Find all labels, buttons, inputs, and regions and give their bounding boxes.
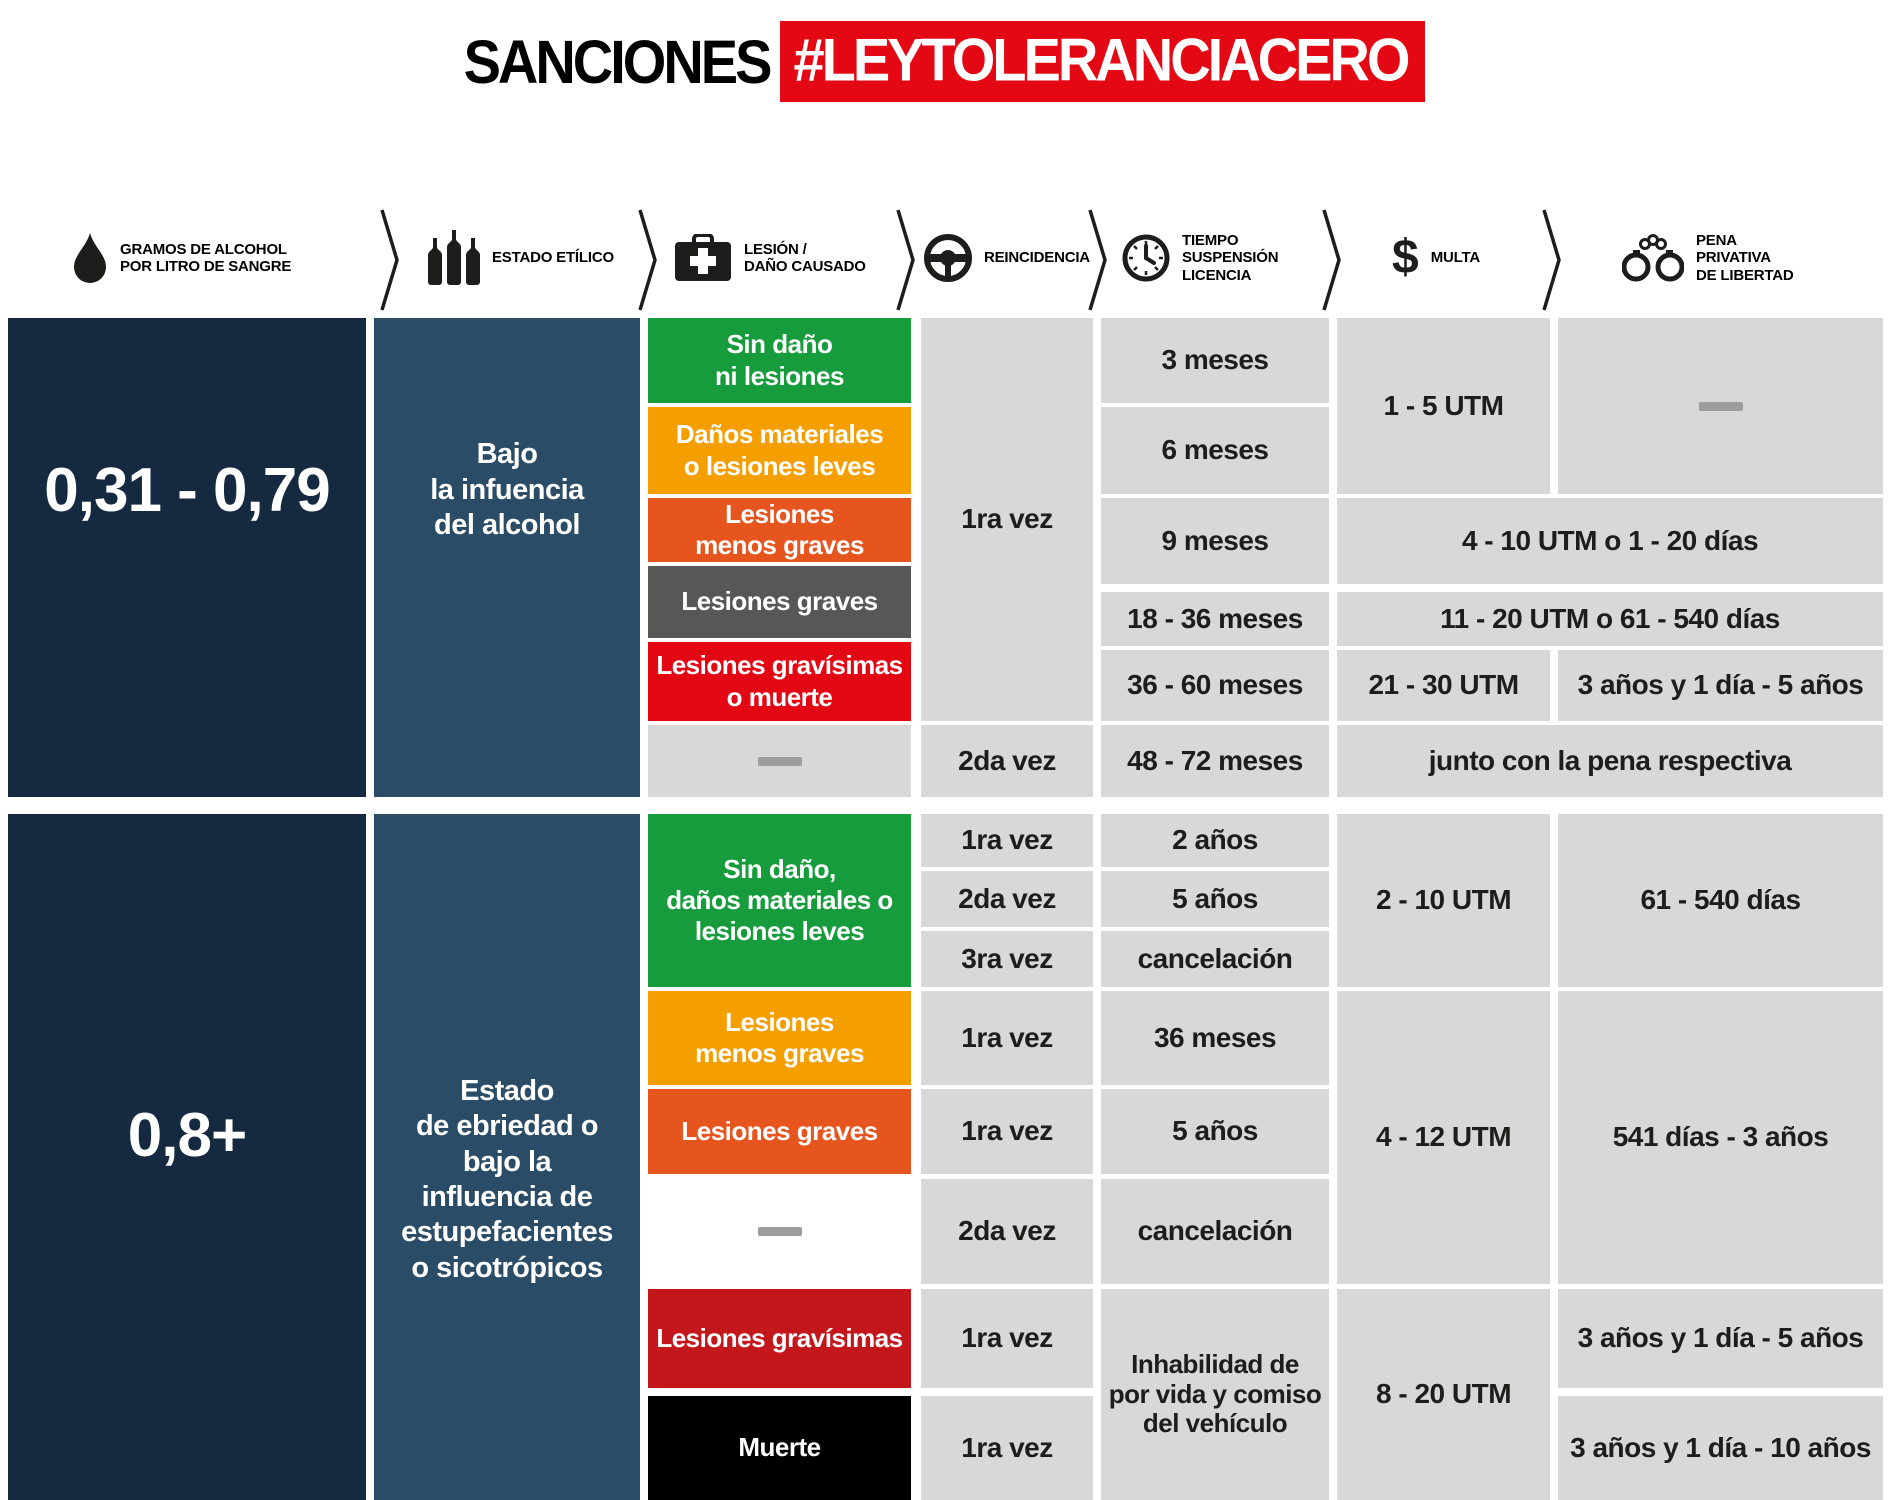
upper-lesion-r1: Sin daño ni lesiones [648,318,911,403]
upper-susp-r1-cell: 3 meses [1101,318,1329,403]
lower-susp-w-cell: cancelación [1101,1179,1329,1284]
title [0,24,1889,99]
header-pena [1622,222,1794,294]
lower-vez-o2-cell: 1ra vez [921,1089,1093,1174]
upper-susp-r5-cell: 36 - 60 meses [1101,650,1329,721]
lower-lesion-muerte: Muerte [648,1396,911,1500]
lower-vez-o1-cell: 1ra vez [921,991,1093,1085]
lower-susp-g2-cell: 5 años [1101,871,1329,927]
upper-lesion-r5: Lesiones gravísimas o muerte [648,642,911,721]
handcuffs-icon [1622,234,1684,282]
droplet-icon [72,233,108,283]
header-lesion [674,222,866,294]
chevron-separator-icon [1542,208,1562,317]
lower-lesion-w-empty [648,1179,911,1284]
upper-multa-pena-r4-cell: 11 - 20 UTM o 61 - 540 días [1337,592,1883,646]
upper-lesion-r6-empty [648,725,911,797]
title-hashtag: #LEYTOLERANCIACERO [780,21,1426,102]
lower-vez-b-cell: 1ra vez [921,1396,1093,1500]
upper-susp-r3-cell: 9 meses [1101,498,1329,584]
header-alcohol [72,222,291,294]
upper-estado-cell: Bajo la infuencia del alcohol [374,318,640,797]
upper-multa-r5-cell: 21 - 30 UTM [1337,650,1550,721]
upper-lesion-r4: Lesiones graves [648,566,911,638]
upper-susp-r4-cell: 18 - 36 meses [1101,592,1329,646]
upper-susp-r6-cell: 48 - 72 meses [1101,725,1329,797]
upper-lesion-r3: Lesiones menos graves [648,498,911,562]
header-reincidencia [924,222,1090,294]
lower-vez-g2-cell: 2da vez [921,871,1093,927]
upper-lesion-r2: Daños materiales o lesiones leves [648,407,911,494]
header-suspension [1122,222,1278,294]
upper-susp-r2-cell: 6 meses [1101,407,1329,494]
lower-estado-cell: Estado de ebriedad o bajo la influencia de estupefacientes o sicotrópicos [374,814,640,1500]
dash-icon [1699,402,1743,411]
header-estado [428,222,614,294]
lower-pena-r-cell: 3 años y 1 día - 5 años [1558,1289,1883,1388]
lower-pena-b-cell: 3 años y 1 día - 10 años [1558,1396,1883,1500]
lower-multa-rb-cell: 8 - 20 UTM [1337,1289,1550,1500]
header-alcohol-label: GRAMOS DE ALCOHOL POR LITRO DE SANGRE [120,240,292,275]
chevron-separator-icon [638,208,658,317]
lower-vez-g1-cell: 1ra vez [921,814,1093,867]
steering-wheel-icon [924,234,972,282]
upper-multa-pena-r3-cell: 4 - 10 UTM o 1 - 20 días [1337,498,1883,584]
lower-vez-w-cell: 2da vez [921,1179,1093,1284]
header-reincidencia-label: REINCIDENCIA [984,249,1090,267]
dash-icon [758,1227,802,1236]
chevron-separator-icon [380,208,400,317]
upper-vez-first-cell: 1ra vez [921,318,1093,721]
title-sanciones: SANCIONES [463,26,770,97]
lower-susp-g3-cell: cancelación [1101,931,1329,987]
upper-pena-r5-cell: 3 años y 1 día - 5 años [1558,650,1883,721]
header-multa-label: MULTA [1430,249,1480,267]
lower-vez-g3-cell: 3ra vez [921,931,1093,987]
lower-vez-r-cell: 1ra vez [921,1289,1093,1388]
header-estado-label: ESTADO ETÍLICO [492,249,614,267]
header-pena-label: PENA PRIVATIVA DE LIBERTAD [1696,232,1794,284]
header-suspension-label: TIEMPO SUSPENSIÓN LICENCIA [1182,232,1279,284]
dash-icon [758,757,802,766]
upper-range-cell: 0,31 - 0,79 [8,318,366,797]
lower-pena-ow-cell: 541 días - 3 años [1558,991,1883,1284]
lower-multa-ow-cell: 4 - 12 UTM [1337,991,1550,1284]
lower-lesion-green: Sin daño, daños materiales o lesiones leves [648,814,911,987]
header-multa [1392,222,1480,294]
upper-multa-pena-r6-cell: junto con la pena respectiva [1337,725,1883,797]
lower-range-cell: 0,8+ [8,814,366,1500]
lower-multa-green-cell: 2 - 10 UTM [1337,814,1550,987]
lower-susp-o1-cell: 36 meses [1101,991,1329,1085]
first-aid-kit-icon [674,234,732,282]
header-lesion-label: LESIÓN / DAÑO CAUSADO [744,240,866,275]
lower-lesion-o1: Lesiones menos graves [648,991,911,1085]
lower-susp-o2-cell: 5 años [1101,1089,1329,1174]
bottles-icon [428,230,480,286]
upper-multa-r12-cell: 1 - 5 UTM [1337,318,1550,494]
lower-lesion-red: Lesiones gravísimas [648,1289,911,1388]
upper-pena-r12-empty [1558,318,1883,494]
dollar-icon: $ [1392,231,1419,284]
clock-icon [1122,234,1170,282]
lower-pena-green-cell: 61 - 540 días [1558,814,1883,987]
chevron-separator-icon [1322,208,1342,317]
lower-lesion-o2: Lesiones graves [648,1089,911,1174]
chevron-separator-icon [896,208,916,317]
lower-susp-g1-cell: 2 años [1101,814,1329,867]
lower-susp-rb-cell: Inhabilidad de por vida y comiso del vehículo [1101,1289,1329,1500]
upper-vez-second-cell: 2da vez [921,725,1093,797]
chevron-separator-icon [1088,208,1108,317]
